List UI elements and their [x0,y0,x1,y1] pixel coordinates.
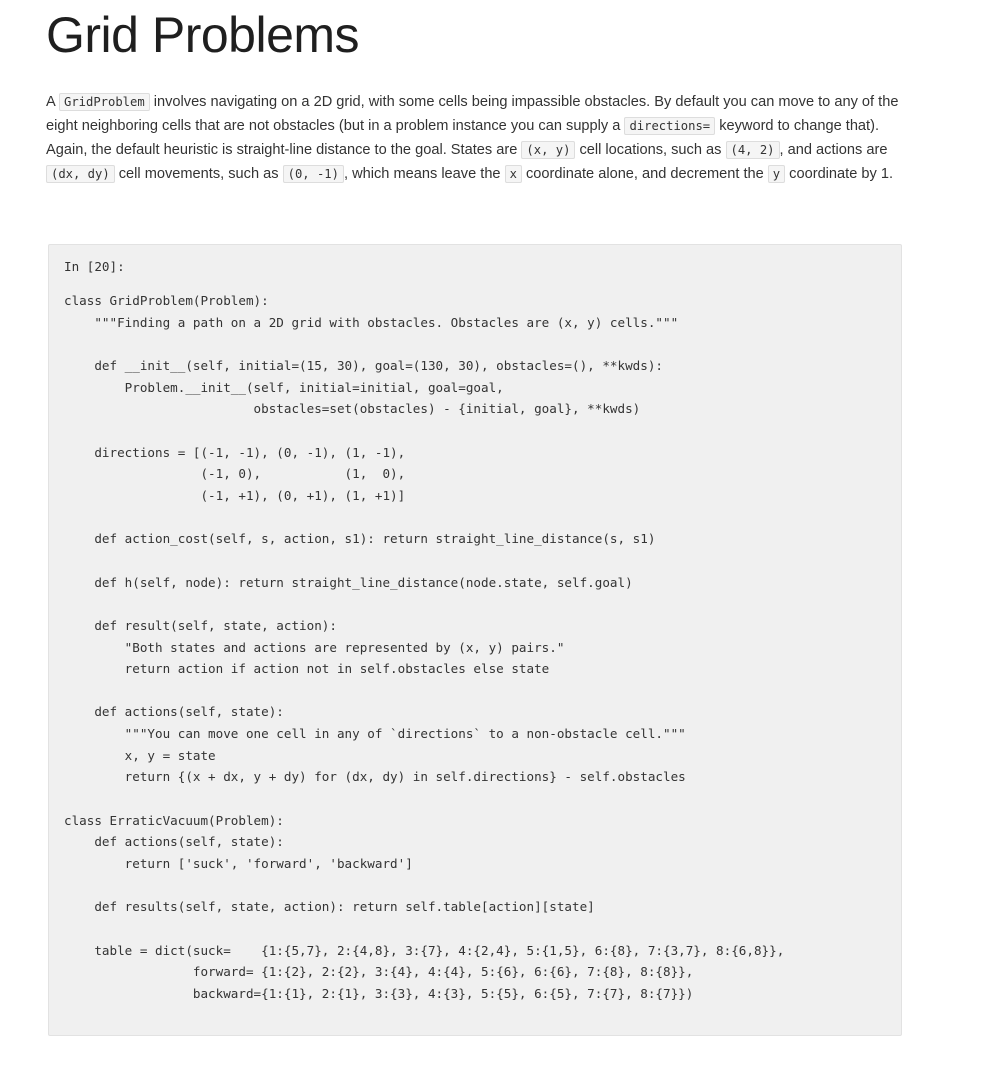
inline-code-example-state: (4, 2) [726,141,780,159]
notebook-page [46,0,906,1001]
inline-code-gridproblem: GridProblem [59,93,150,111]
intro-text: keyword to change that). Again, the default heuristic is straight-line distance to the goal. States are [46,118,880,158]
cell-prompt: In [20]: [64,259,125,274]
code-block[interactable]: class GridProblem(Problem): """Finding a path on a 2D grid with obstacles. Obstacles are (x, y) cells.""" def __init__(self, initial=(15, 30), goal=(130, 30), obstacles=(), **kwds): Problem.__init__(self, initial=initial, goal=goal, obstacles=set(obstacles) - {initial, goal}, **kwds) directions = [(-1, -1), (0, -1), (1, -1), (-1, 0), (1, 0), (-1, +1), (0, +1), (1, +1)] def action_cost(self, s, action, s1): return straight_line_distance(s, s1) def h(self, node): return straight_line_distance(node.state, self.goal) def result(self, state, action): "Both states and actions are represented by (x, y) pairs." return action if action not in self.obstacles else state def actions(self, state): """You can move one cell in any of `directions` to a non-obstacle cell.""" x, y = state return {(x + dx, y + dy) for (dx, dy) in self.directions} - self.obstacles class ErraticVacuum(Problem): def actions(self, state): return ['suck', 'forward', 'backward'] def results(self, state, action): return self.table[action][state] table = dict(suck= {1:{5,7}, 2:{4,8}, 3:{7}, 4:{2,4}, 5:{1,5}, 6:{8}, 7:{3,7}, 8:{6,8}}, forward= {1:{2}, 2:{2}, 3:{4}, 4:{4}, 5:{6}, 6:{6}, 7:{8}, 8:{8}}, backward={1:{1}, 2:{1}, 3:{3}, 4:{3}, 5:{5}, 6:{5}, 7:{7}, 8:{7}}) [64,293,785,1001]
section-heading: Grid Problems [46,7,360,63]
intro-text: , which means leave the [343,166,505,182]
intro-paragraph [46,90,906,186]
intro-text: cell locations, such as [575,142,726,158]
inline-code-xy: (x, y) [521,141,575,159]
inline-code-dxdy: (dx, dy) [46,165,115,183]
inline-code-x: x [505,165,522,183]
inline-code-directions: directions= [624,117,715,135]
intro-text: coordinate alone, and decrement the [521,166,768,182]
intro-text: A [46,94,59,110]
intro-text: cell movements, such as [114,166,283,182]
inline-code-example-action: (0, -1) [283,165,344,183]
intro-text: involves navigating on a 2D grid, with some cells being impassible obstacles. By default you can move to any of the eight neighboring cells that are not obstacles (but in a problem instance you can supply a [46,94,899,134]
intro-text: coordinate by 1. [785,166,894,182]
intro-text: , and actions are [779,142,888,158]
code-cell[interactable] [48,244,902,1036]
inline-code-y: y [768,165,785,183]
